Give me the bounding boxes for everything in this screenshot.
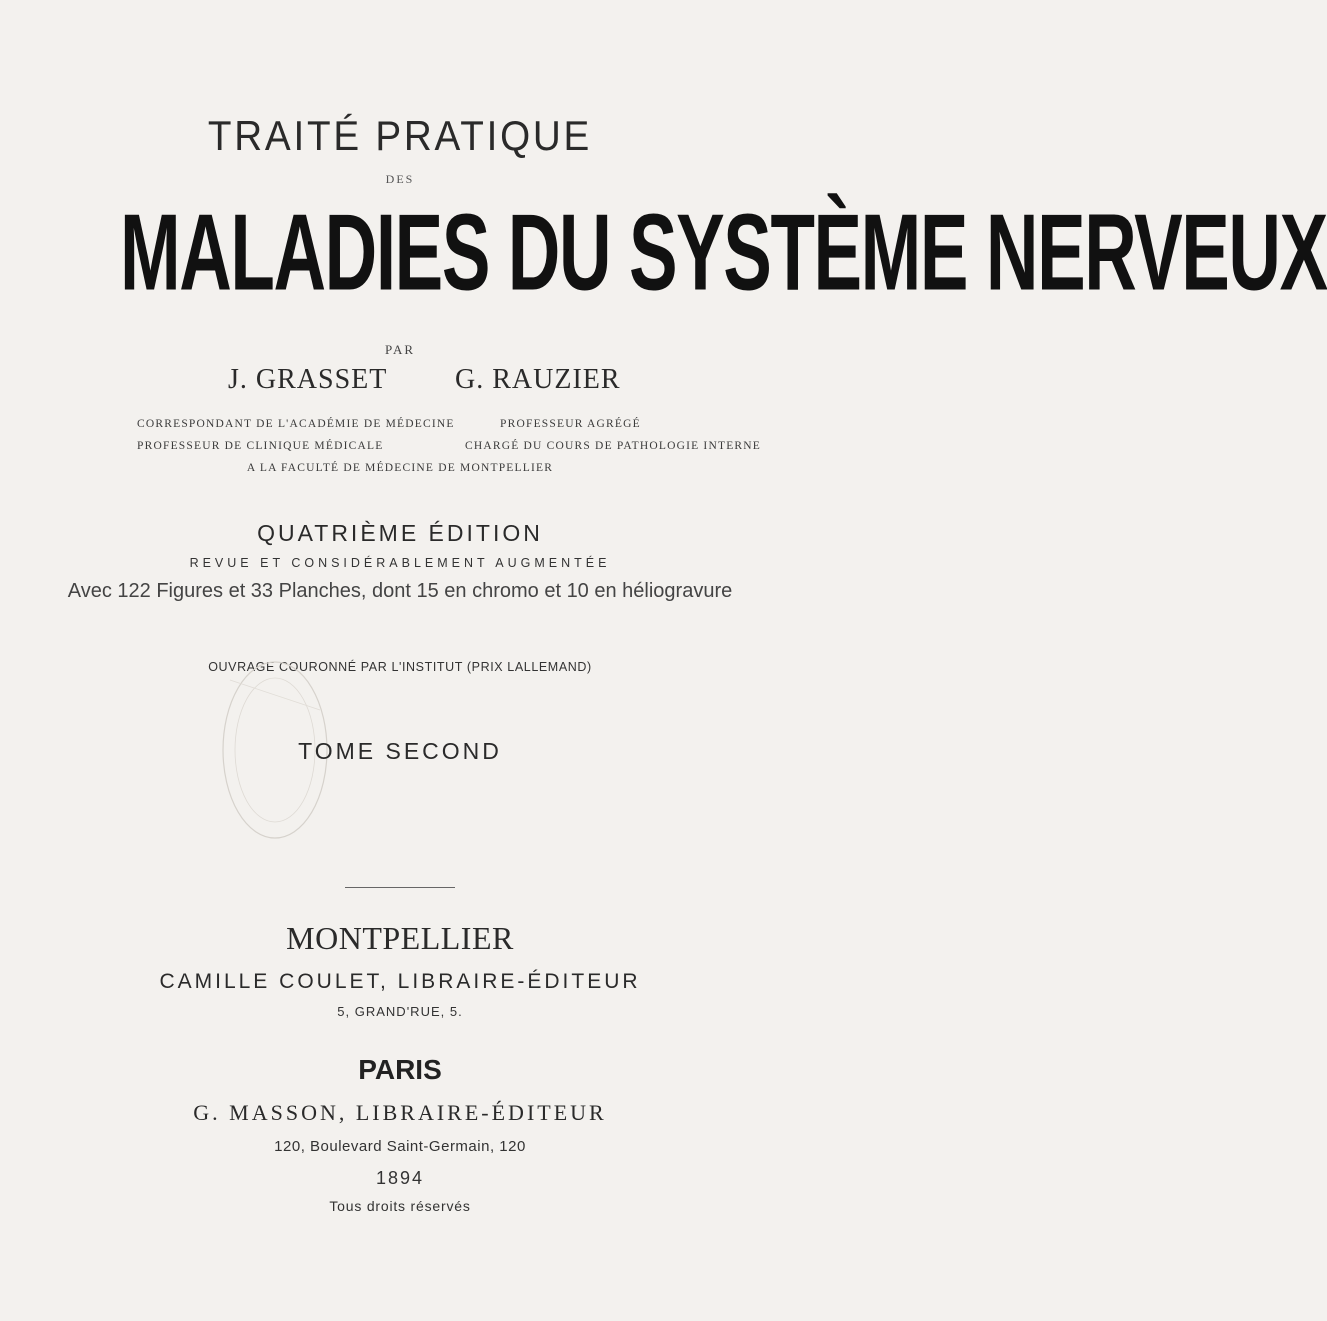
- divider-rule: [345, 887, 455, 888]
- author1-title2: PROFESSEUR DE CLINIQUE MÉDICALE: [137, 440, 384, 452]
- publisher2-address: 120, Boulevard Saint-Germain, 120: [274, 1138, 526, 1155]
- author1-name: J. GRASSET: [228, 364, 388, 395]
- rights-notice: Tous droits réservés: [329, 1198, 471, 1214]
- award-note: OUVRAGE COURONNÉ PAR L'INSTITUT (PRIX LALLEMAND): [208, 660, 592, 674]
- author1-title1: CORRESPONDANT DE L'ACADÉMIE DE MÉDECINE: [137, 418, 455, 430]
- publisher2-city: PARIS: [358, 1054, 442, 1085]
- volume-label: TOME SECOND: [298, 738, 502, 764]
- title-des: DES: [385, 172, 415, 186]
- publication-year: 1894: [375, 1168, 425, 1188]
- publisher1-city: MONTPELLIER: [286, 920, 514, 956]
- by-label: PAR: [384, 342, 416, 357]
- publisher1-address: 5, GRAND'RUE, 5.: [337, 1004, 463, 1019]
- author2-name: G. RAUZIER: [455, 364, 621, 395]
- author2-title2: CHARGÉ DU COURS DE PATHOLOGIE INTERNE: [465, 440, 762, 452]
- edition: QUATRIÈME ÉDITION: [257, 520, 543, 546]
- title-line1: TRAITÉ PRATIQUE: [207, 112, 593, 159]
- author2-title1: PROFESSEUR AGRÉGÉ: [500, 418, 641, 430]
- main-title: MALADIES DU SYSTÈME NERVEUX: [120, 192, 1327, 314]
- publisher1-name: CAMILLE COULET, LIBRAIRE-ÉDITEUR: [159, 970, 641, 993]
- edition-note: REVUE ET CONSIDÉRABLEMENT AUGMENTÉE: [189, 556, 611, 570]
- illustrations-note: Avec 122 Figures et 33 Planches, dont 15 en chromo et 10 en héliogravure: [67, 580, 733, 602]
- faculty-line: A LA FACULTÉ DE MÉDECINE DE MONTPELLIER: [246, 462, 554, 474]
- publisher2-name: G. MASSON, LIBRAIRE-ÉDITEUR: [193, 1100, 607, 1125]
